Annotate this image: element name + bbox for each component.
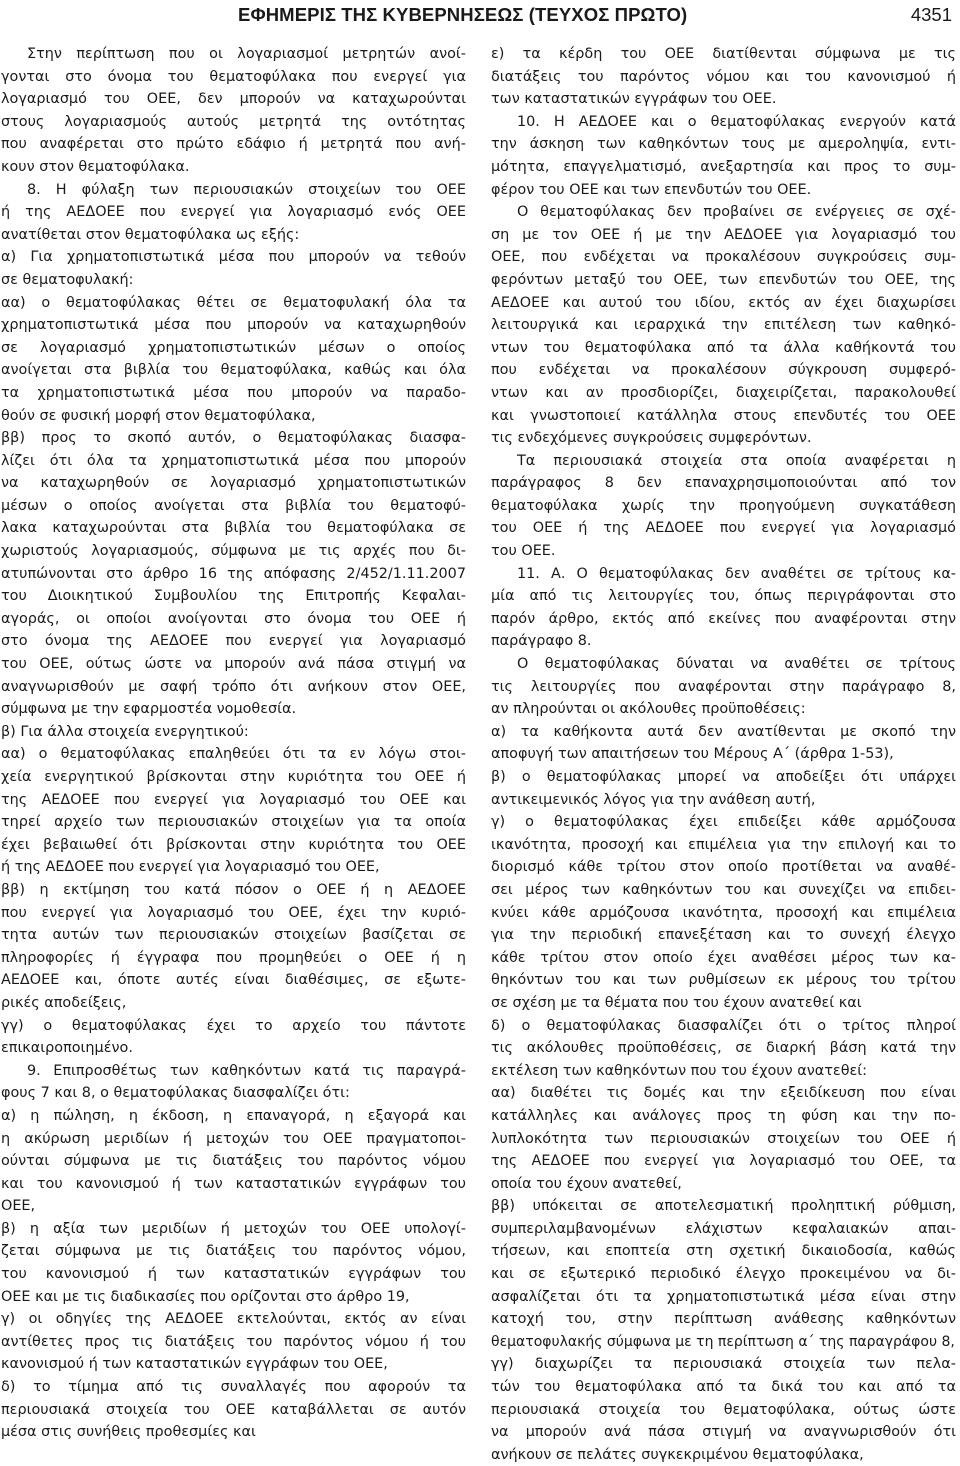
text-line: διορισμό κάθε τρίτου στον οποίο προτίθεται να αναθέ-: [491, 859, 956, 876]
text-line: της ΑΕΔΟΕΕ που ενεργεί για λογαριασμό του ΟΕΕ και: [1, 791, 466, 808]
text-line: κατάλληλες και ανάλογες προς τη φύση και την πο-: [491, 1107, 956, 1124]
text-line: Τα περιουσιακά στοιχεία στα οποία αναφέρεται η: [517, 452, 956, 469]
text-line: χωριστούς λογαριασμούς, σύμφωνα με τις αρχές που δι-: [1, 543, 466, 560]
text-line: εκτέλεση των καθηκόντων που του έχουν ανατεθεί:: [491, 1062, 868, 1079]
text-line: ΟΕΕ,: [1, 1198, 36, 1215]
text-line: ασφαλίζεται ότι τα χρηματοπιστωτικά μέσα είναι στην: [491, 1288, 956, 1305]
text-line: περιουσιακά στοιχεία του θεματοφύλακα, ούτως ώστε: [491, 1401, 956, 1418]
text-line: και γνωστοποιεί κατάλληλα στους επενδυτές του ΟΕΕ: [491, 407, 956, 424]
right-text-column: [491, 43, 956, 1463]
text-line: κατοχή του, στην περίπτωση ανάθεσης καθηκόντων: [491, 1311, 956, 1328]
text-line: επικαιροποιημένο.: [1, 1040, 133, 1057]
text-line: ση με τον ΟΕΕ ή με την ΑΕΔΟΕΕ για λογαριασμό του: [491, 226, 956, 243]
text-line: γ) ο θεματοφύλακας έχει επιδείξει κάθε αρμόζουσα: [491, 814, 956, 831]
text-line: και του κανονισμού ή των καταστατικών εγγράφων του: [1, 1175, 466, 1192]
text-line: β) η αξία των μεριδίων ή μετοχών του ΟΕΕ υπολογί-: [1, 1220, 466, 1237]
text-line: των καταστατικών εγγράφων του ΟΕΕ.: [491, 91, 777, 108]
text-line: ρικές αποδείξεις,: [1, 994, 127, 1011]
text-line: σύμφωνα με την εφαρμοστέα νομοθεσία.: [1, 701, 297, 718]
text-line: πληροφορίες ή έγγραφα που προμηθεύει ο ΟΕΕ ή η: [1, 949, 466, 966]
text-line: τις ακόλουθες προϋποθέσεις, σε διαρκή βάση κατά την: [491, 1040, 956, 1057]
text-line: και σε εξωτερικό περιοδικό έλεγχο προκειμένου να δι-: [491, 1266, 956, 1283]
text-line: ή της ΑΕΔΟΕΕ που ενεργεί για λογαριασμό ενός ΟΕΕ: [1, 204, 466, 221]
text-line: α) τα καθήκοντα αυτά δεν ανατίθενται με σκοπό την: [491, 723, 956, 740]
text-line: ζεται σύμφωνα με τις διατάξεις του παρόντος νόμου,: [1, 1243, 466, 1260]
text-line: τήσεων, και εποπτεία στη σχετική δικαιοδοσία, καθώς: [491, 1243, 956, 1260]
text-line: ΑΕΔΟΕΕ και αυτού του ιδίου, εκτός αν έχει διαχωρίσει: [491, 294, 956, 311]
text-line: β) ο θεματοφύλακας μπορεί να αποδείξει ότι υπάρχει: [491, 769, 956, 785]
text-line: κνύει κάθε αρμόζουσα ικανότητα, προσοχή και επιμέλεια: [491, 904, 956, 921]
text-line: δ) το τίμημα από τις συναλλαγές που αφορούν τα: [1, 1379, 466, 1396]
text-line: σε θεματοφυλακή:: [1, 271, 134, 288]
text-line: που αναφέρεται στο πρώτο εδάφιο ή μετρητά που ανή-: [1, 136, 466, 153]
text-line: μία από τις λειτουργίες του, όπως περιγράφονται στο: [491, 588, 956, 605]
text-line: περιουσιακά στοιχεία του ΟΕΕ καταβάλλεται σε αυτόν: [1, 1401, 466, 1418]
text-line: ε) τα κέρδη του ΟΕΕ διατίθενται σύμφωνα με τις: [491, 46, 956, 62]
text-line: αντίθετες προς τις διατάξεις του παρόντος νόμου ή του: [1, 1333, 466, 1350]
text-line: τητα αυτών των περιουσιακών στοιχείων βασίζεται σε: [1, 927, 466, 944]
text-line: σε σχέση με τα θέματα που του έχουν ανατεθεί και: [491, 994, 862, 1011]
text-line: φερόντων μεταξύ του ΟΕΕ, των επενδυτών του ΟΕΕ, της: [491, 271, 956, 288]
text-line: ατυπώνονται στο άρθρο 16 της απόφασης 2/452/1.11.2007: [1, 565, 466, 582]
text-line: τηρεί αρχείο των περιουσιακών στοιχείων για τα οποία: [1, 814, 466, 831]
text-line: του ΟΕΕ ή της ΑΕΔΟΕΕ που ενεργεί για λογαριασμό: [491, 520, 956, 537]
text-line: του Διοικητικού Συμβουλίου της Επιτροπής Κεφαλαι-: [1, 588, 466, 605]
text-line: του κανονισμού ή των καταστατικών εγγράφων του: [1, 1266, 466, 1283]
page-header: [0, 0, 960, 36]
text-line: να καταχωρηθούν σε λογαριασμό χρηματοπιστωτικών: [1, 475, 466, 492]
text-line: θεματοφύλακα χωρίς την προηγούμενη συγκατάθεση: [491, 497, 956, 514]
text-line: του ΟΕΕ.: [491, 543, 556, 560]
text-line: 10. Η ΑΕΔΟΕΕ και ο θεματοφύλακας ενεργούν κατά: [517, 113, 956, 130]
text-line: αγοράς, οι οποίοι ανοίγονται στο όνομα του ΟΕΕ ή: [1, 610, 466, 627]
text-line: μέσων ο οποίος ανοίγεται στα βιβλία του θεματοφύ-: [1, 497, 466, 514]
text-line: ββ) η εκτίμηση του κατά πόσον ο ΟΕΕ ή η ΑΕΔΟΕΕ: [1, 881, 466, 898]
text-line: τών του θεματοφύλακα από τα δικά του και από τα: [491, 1379, 956, 1396]
text-line: ντων του θεματοφύλακα από τα άλλα καθήκοντά του: [491, 339, 956, 356]
text-line: ΑΕΔΟΕΕ και, όποτε αυτές είναι διαθέσιμες, σε εξωτε-: [1, 972, 466, 989]
text-line: γγ) ο θεματοφύλακας έχει το αρχείο του πάντοτε: [1, 1017, 466, 1034]
text-line: ΟΕΕ και με τις διαδικασίες που ορίζονται στο άρθρο 19,: [1, 1288, 410, 1305]
text-line: αα) ο θεματοφύλακας επαληθεύει ότι τα εν λόγω στοι-: [1, 746, 466, 763]
text-line: κανονισμού ή των καταστατικών εγγράφων του ΟΕΕ,: [1, 1356, 388, 1373]
text-line: αντικειμενικός λόγος για την ανάθεση αυτή,: [491, 791, 816, 808]
text-line: για την περιοδική επανεξέταση και το συνεχή έλεγχο: [491, 927, 956, 944]
text-line: που ενδέχεται να προκαλέσουν σύγκρουση συμφερό-: [491, 362, 956, 379]
text-line: ββ) προς το σκοπό αυτόν, ο θεματοφύλακας διασφα-: [1, 430, 466, 447]
text-line: λυπλοκότητα των περιουσιακών στοιχείων του ΟΕΕ ή: [491, 1130, 956, 1147]
text-line: σε λογαριασμό χρηματοπιστωτικών μέσων ο οποίος: [1, 339, 466, 356]
text-line: κουν στον θεματοφύλακα.: [1, 158, 190, 175]
text-line: παράγραφο 8.: [491, 633, 592, 650]
text-line: λίζει ότι όλα τα χρηματοπιστωτικά μέσα που μπορούν: [1, 452, 466, 469]
text-line: β) Για άλλα στοιχεία ενεργητικού:: [1, 723, 249, 740]
text-line: λειτουργικά και ιεραρχικά την επιτέλεση των καθηκό-: [491, 317, 956, 334]
text-line: θηκόντων του και των ρυθμίσεων εκ μέρους του τρίτου: [491, 972, 956, 989]
text-line: τις λειτουργίες που αναφέρονται στην παράγραφο 8,: [491, 678, 956, 695]
text-line: ντων και αν προσδιορίζει, διαχειρίζεται, παρακολουθεί: [491, 384, 956, 401]
text-line: ΟΕΕ, που ενδέχεται να προκαλέσουν συγκρούσεις συμ-: [491, 249, 956, 266]
text-line: να μπορούν ανά πάσα στιγμή να αναγνωρισθούν ότι: [491, 1424, 956, 1441]
text-line: σει μέρος των καθηκόντων του και συνεχίζει να επιδει-: [491, 881, 956, 898]
text-line: της ΑΕΔΟΕΕ που ενεργεί για λογαριασμό του ΟΕΕ, τα: [491, 1153, 956, 1170]
text-line: 8. Η φύλαξη των περιουσιακών στοιχείων του ΟΕΕ: [27, 181, 466, 198]
text-line: χρηματοπιστωτικά μέσα που μπορούν να καταχωρηθούν: [1, 317, 466, 334]
text-line: οποία του έχουν ανατεθεί,: [491, 1175, 682, 1192]
text-line: στο όνομα της ΑΕΔΟΕΕ που ενεργεί για λογαριασμό: [1, 633, 466, 650]
text-line: γονται στο όνομα του θεματοφύλακα που ενεργεί για: [1, 68, 466, 85]
text-line: ούνται σύμφωνα με τις διατάξεις του παρόντος νόμου: [1, 1153, 466, 1170]
text-line: ή της ΑΕΔΟΕΕ που ενεργεί για λογαριασμό του ΟΕΕ,: [1, 859, 380, 876]
text-line: μέσα στις συνήθεις προθεσμίες και: [1, 1424, 256, 1441]
text-line: ανοίγεται στα βιβλία του θεματοφύλακα, καθώς και όλα: [1, 362, 466, 379]
text-line: Στην περίπτωση που οι λογαριασμοί μετρητών ανοί-: [27, 46, 466, 62]
page-number: 4351: [910, 4, 952, 25]
text-line: αα) ο θεματοφύλακας θέτει σε θεματοφυλακή όλα τα: [1, 294, 466, 311]
publication-title: ΕΦΗΜΕΡΙΣ ΤΗΣ ΚΥΒΕΡΝΗΣΕΩΣ (ΤΕΥΧΟΣ ΠΡΩΤΟ): [238, 4, 688, 25]
left-text-column: [1, 43, 466, 1441]
text-line: η ακύρωση μεριδίων ή μετοχών του ΟΕΕ πραγματοποι-: [1, 1130, 466, 1147]
text-line: κάθε τρίτου στον οποίο έχει αναθέσει μέρος των κα-: [491, 949, 956, 966]
text-line: θούν σε φυσική μορφή στον θεματοφύλακα,: [1, 407, 316, 424]
text-line: στους λογαριασμούς αυτούς μετρητά της οντότητας: [1, 113, 466, 130]
text-line: 9. Επιπροσθέτως των καθηκόντων κατά τις παραγρά-: [27, 1062, 466, 1079]
text-line: θεματοφυλακής σύμφωνα με τη περίπτωση α΄ της παραγράφου 8,: [491, 1333, 955, 1350]
text-line: γ) οι οδηγίες της ΑΕΔΟΕΕ εκτελούνται, εκτός αν είναι: [1, 1311, 466, 1328]
text-line: α) Για χρηματοπιστωτικά μέσα που μπορούν να τεθούν: [1, 249, 466, 266]
text-line: Ο θεματοφύλακας δεν προβαίνει σε ενέργειες σε σχέ-: [517, 204, 956, 221]
text-line: 11. Α. Ο θεματοφύλακας δεν αναθέτει σε τρίτους κα-: [517, 565, 956, 582]
text-line: γγ) διαχωρίζει τα περιουσιακά στοιχεία των πελα-: [491, 1356, 956, 1373]
text-line: ικανότητα, προσοχή και επιμέλεια για την επιλογή και το: [491, 836, 956, 853]
text-line: χεία ενεργητικού βρίσκονται στην κυριότητα του ΟΕΕ ή: [1, 769, 466, 785]
text-line: ββ) υπόκειται σε αποτελεσματική προληπτική ρύθμιση,: [491, 1198, 956, 1215]
text-line: την άσκηση των καθηκόντων τους με αμεροληψία, εντι-: [491, 136, 956, 153]
text-line: συμπεριλαμβανομένων ελάχιστων κεφαλαιακών απαι-: [491, 1220, 956, 1237]
text-line: παράγραφος 8 δεν επαναχρησιμοποιούνται από τον: [491, 475, 956, 492]
text-line: μότητα, επαγγελματισμό, ανεξαρτησία και προς το συμ-: [491, 158, 956, 175]
text-line: παρόν άρθρο, εκτός από εκείνες που αναφέρονται στην: [491, 610, 956, 627]
text-line: του ΟΕΕ, ούτως ώστε να μπορούν ανά πάσα στιγμή να: [1, 656, 466, 673]
text-line: αα) διαθέτει τις δομές και την εξειδίκευση που είναι: [491, 1085, 956, 1102]
text-line: διατάξεις του παρόντος νόμου και του κανονισμού ή: [491, 68, 956, 85]
text-line: τις ενδεχόμενες συγκρούσεις συμφερόντων.: [491, 430, 812, 447]
text-line: αναγνωρισθούν με σαφή τρόπο ότι ανήκουν στον ΟΕΕ,: [1, 678, 466, 695]
text-line: ανατίθεται στον θεματοφύλακα ως εξής:: [1, 226, 300, 243]
text-line: δ) ο θεματοφύλακας διασφαλίζει ότι ο τρίτος πληροί: [491, 1017, 956, 1034]
text-line: φους 7 και 8, ο θεματοφύλακας διασφαλίζει ότι:: [1, 1085, 350, 1102]
text-line: που ενεργεί για λογαριασμό του ΟΕΕ, έχει την κυριό-: [1, 904, 466, 921]
text-line: λογαριασμό του ΟΕΕ, δεν μπορούν να καταχωρούνται: [1, 91, 466, 108]
text-line: αν πληρούνται οι ακόλουθες προϋποθέσεις:: [491, 701, 806, 718]
text-line: ανήκουν σε πελάτες συγκεκριμένου θεματοφύλακα,: [491, 1446, 864, 1463]
text-line: αποφυγή των απαιτήσεων του Μέρους Α΄ (άρθρα 1-53),: [491, 746, 894, 763]
text-line: Ο θεματοφύλακας δύναται να αναθέτει σε τρίτους: [517, 656, 956, 673]
text-line: α) η πώληση, η έκδοση, η επαναγορά, η εξαγορά και: [1, 1107, 466, 1124]
text-line: τα χρηματοπιστωτικά μέσα που μπορούν να παραδο-: [1, 384, 466, 401]
text-line: έχει βεβαιωθεί ότι βρίσκονται στην κυριότητα του ΟΕΕ: [1, 836, 466, 853]
text-line: λακα καταχωρούνται στα βιβλία του θεματοφύλακα σε: [1, 520, 466, 537]
text-line: φέρον του ΟΕΕ και των επενδυτών του ΟΕΕ.: [491, 181, 812, 198]
